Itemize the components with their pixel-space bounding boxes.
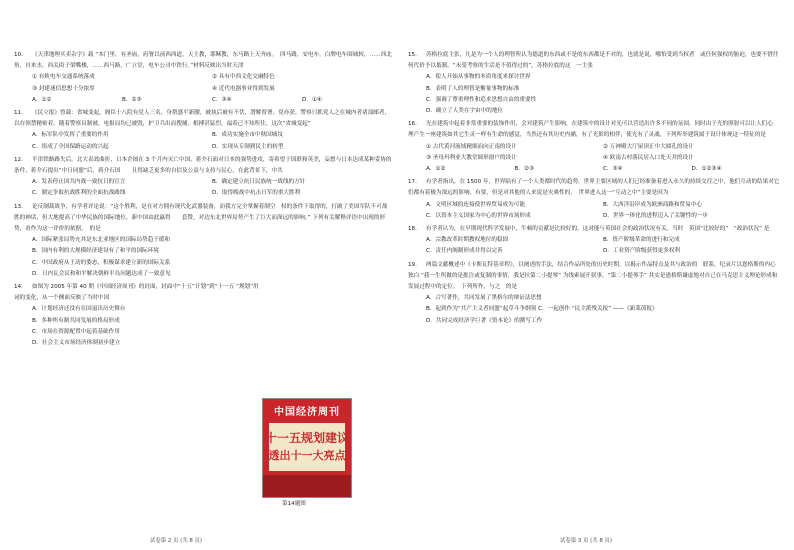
question-number: 19. — [408, 261, 417, 268]
answer-option: B．②③ — [514, 166, 534, 173]
answer-option: A．①② — [426, 166, 446, 173]
question-number: 16. — [408, 121, 417, 128]
answer-option: A．发表停止国共内战一致抗日的宣言 — [32, 179, 126, 186]
question-12 — [14, 155, 392, 200]
question-18 — [408, 224, 780, 258]
question-stem: 《民立报》曾载：省城变起，阁臣十八院有党人三名，身帮盛平新腰，被执后被有不伏，潜解督署，党亦获。警察只抓党人之在城内者诸部邮者，以存领禁精密着，随着警察员制被，电报局均已被毁，护卫兵出而搜捕，相搏甚猛烈，福着已不知所往，这次“省城变起” — [14, 110, 391, 128]
answer-option: D．工业资产阶级获得更多权利 — [603, 248, 681, 255]
answer-option: D．①②③④ — [691, 166, 722, 173]
answer-option: A．宗教改革时期教权地位的稳固 — [426, 237, 509, 244]
footer-page-right: 试卷第 3 页 (共 8 页) — [560, 538, 612, 544]
options-group — [408, 142, 780, 164]
answer-option: B．成功实施全市中秋国城坟 — [212, 132, 283, 139]
answer-option: C．③④ — [603, 166, 623, 173]
question-19 — [408, 260, 780, 327]
answer-option: ① 有轨电车交通系统落成 — [32, 74, 95, 81]
right-column — [408, 50, 785, 329]
answer-option: A．标军队中发挥了重要的作用 — [32, 132, 109, 139]
options-group — [14, 304, 259, 349]
question-15 — [408, 50, 780, 117]
answer-option: A．①② — [32, 96, 52, 103]
answer-option: D．共同完成经济学巨著《资本论》的撰写工作 — [426, 317, 543, 324]
cover-headline-1: 十一五规划建议 — [264, 431, 349, 445]
options-group — [408, 200, 780, 222]
answer-option: D．取得晚战中抗击日军的重大胜利 — [212, 190, 301, 197]
question-stem: 《天津地理买卖杂字》载 “本门里，有圣庙，府署以前西西道，天主教，耶稣教，东马路上天齐庙。 四马路，安电车，白牌电车围城转，……西北角，自来水，西关街子梁嘴楼，……西马路，广立堂，电车公司中铁行。”材料反映出当时天津 — [14, 52, 392, 70]
question-14 — [14, 282, 259, 349]
answer-option: D．日内瓦会议和和平解决朝鲜半岛问题达成了一致意见 — [32, 270, 171, 277]
question-number: 15. — [408, 52, 417, 58]
question-stem: 论反制裁战争，有学者评论说：“这个胜利，是在对方拥有现代化武器装备，而我方完全掌握着制空 权的条件下取得的，打破了美国军队不可战胜的神话，但大地提高了中华民族的国际地位，新中国由此赢得 套赞，对边东北世界局势产生了巨大而深远的影响。” 下列有关解释评语中出现的形势，看作为这一评价的依据， 的是 — [14, 203, 388, 233]
answer-option: B．表明了人的理智是衡量事物的标准 — [426, 85, 520, 92]
answer-option: B．多种所有制共同发展的格局形成 — [32, 317, 120, 324]
question-text — [14, 282, 259, 304]
answer-option: A．文明区域的连接使世界贸易成为可能 — [426, 201, 525, 208]
question-text — [14, 50, 392, 72]
question-17 — [408, 177, 780, 222]
cover-title: 中国经济周刊 — [274, 407, 340, 418]
answer-option: A．国际紧张局势充其是东北亚地区的国际局势趋于缓和 — [32, 237, 171, 244]
options-group — [408, 72, 780, 117]
answer-option: C．责任内阁制形成并得以完善 — [426, 248, 503, 255]
question-number: 13. — [14, 203, 23, 210]
cover-headline-2: 透出十一大亮点 — [268, 449, 346, 462]
answer-option: A．使人开始从事物的本质角度来探讨世界 — [426, 74, 531, 81]
answer-option: C．市场在资源配置中起着基础作用 — [32, 328, 120, 335]
answer-option: C．中国政府从王动的姿态，积极谋求建立新的国际关系 — [32, 259, 171, 266]
answer-option: ③ 封建迷信思想十分浓厚 — [32, 85, 95, 92]
answer-option: D．世界一体化的进程迈入了关键性的一步 — [603, 212, 708, 219]
question-text — [14, 108, 392, 130]
answer-option: ④ 近代电器事业得到发展 — [212, 85, 275, 92]
answer-option: ① 古代黄河流域精细而向正南的设计 — [426, 143, 517, 150]
question-10 — [14, 50, 392, 106]
question-stem: 两篇文献概述中《卡斯瓦特基章程》，以阐述的手法，结合作品所处的历史时期，以揭示作品特点及其与政治的 联系。纪录片以恩格斯的内心独白 “我一生所做的是批注或复制的事情，我是拉第二小提琴” 为线索展开叙事，“第二小提琴手” 其实是恩格斯谦虚地对自己在马克思主义理论形成和发展过程中的定位。 下列所作，与之 的是 — [408, 261, 778, 291]
question-text — [408, 177, 780, 199]
options-group — [14, 72, 392, 94]
options-group — [14, 95, 392, 106]
question-stem: 如图为 2005 年第 40 期《中国经济周刊》的封面，封面中“十五”计划”到“十一五 “规划”用词的变化，从一个侧面反映了当时中国 — [14, 284, 259, 302]
cover-bottom-strip — [263, 475, 351, 497]
question-number: 17. — [408, 179, 417, 186]
question-11 — [14, 108, 392, 153]
answer-option: D．①④ — [302, 96, 322, 103]
answer-option: C．以资本主义国家为中心的世界市场形成 — [426, 212, 531, 219]
options-group — [408, 293, 780, 327]
answer-option: C．③④ — [212, 96, 232, 103]
question-stem: 有学者指出，在 1500 年，世界陆有了一个人类都时代的趋势，世界主要区域的人们已经准备着进入永久的持续交往之中，他们互动的结果对它们都有着极为深远的影响，有要，但是对其他的人来说是灾难性的， 世界进入这一“互动之中”主要是因为 — [408, 179, 780, 197]
answer-option: B．国内有利的大规模经济建设有了和平的国际环境 — [32, 248, 159, 255]
answer-option: ③ 圣母玛利亚大教堂圆形窗户的设计 — [426, 154, 517, 161]
answer-option: ② 万神殿大厅屋顶正中大圆孔的设计 — [603, 143, 694, 150]
answer-option: B．②③ — [122, 96, 142, 103]
magazine-cover-image — [262, 398, 352, 498]
answer-option: C．强调了尊重理性和追求思想自由的重要性 — [426, 96, 537, 103]
question-number: 12. — [14, 156, 23, 163]
footer-page-left: 试卷第 2 页 (共 8 页) — [150, 538, 202, 544]
question-stem: 有学者认为，在早期现代科学发展中，牛顿的贡献是比较好的，这对能与英国社会的政治状况有关。当时 英国“比较好的” “政治状况” 是 — [426, 226, 770, 233]
answer-option: C．组成了全国保路运动的兴起 — [32, 143, 109, 150]
question-number: 10. — [14, 52, 23, 58]
question-stem: 苏格拉底主张，凡是为一个人的理智所认为德道的东西或不是的东西都是不对的，也就是说，哪怕受到当权者 或任何强权的胁迫，也要不惜任何代价予以抵制。“未受考察的生活是不值得过的”，苏格拉底的这 一主张 — [408, 52, 779, 70]
question-16 — [408, 119, 785, 175]
answer-option: D．实现从专制到民主的转型 — [212, 143, 284, 150]
answer-option: D．确立了人类在宇宙中的地位 — [426, 108, 504, 115]
answer-option: A．合写著作，共同发展了黑格尔的辩证法思想 — [426, 295, 542, 302]
answer-option: B．资产阶级革命的进行和完成 — [603, 237, 680, 244]
answer-option: A．计划经济还没有在国退出历史舞台 — [32, 306, 126, 313]
answer-option: B．起到作为“共产主义者同盟”起草斗争纲领 C．一起创作 “民主派残关报” ——《新莱茵报》 — [426, 306, 658, 313]
question-text — [408, 119, 785, 141]
answer-option: B．大西洋沿岸成为欧洲商路和贸易中心 — [603, 201, 702, 208]
answer-option: ④ 欧南古村落民居入口处天井的设计 — [603, 154, 694, 161]
answer-option: D．社会主义市场经济体制初步建立 — [32, 340, 121, 347]
answer-option: C．制定争取抗战胜利的全面抗战路线 — [32, 190, 126, 197]
left-column — [14, 50, 392, 351]
question-text — [14, 155, 392, 177]
question-stem: 平津铁路路失后，北大表效曲折，日本企图在 3 个月内灭亡中国，蒋介石面对日本的强势进攻，寄希望于国联和英美，妄想与日本达成某种妥协的条件，蒋介石提出“中日同盟”后，蒋介石国 且得缺乏更多的自信及公益与支持与民心，在此背景下，中共 — [14, 156, 392, 175]
question-number: 14. — [14, 284, 23, 291]
options-group — [14, 130, 392, 152]
question-13 — [14, 202, 392, 280]
figure-caption: 第14题图 — [282, 501, 306, 507]
question-stem: 光在建筑中起着非常重要的装饰作用，会对建筑产生影响，在建筑中的设计对光可以营造出许多不同的氛围，同时由于光的照射可以让人们心 理产生一座建筑如其它生灵一样有生命的感觉，当然还有其历史内涵，有了光影的相伴，使光有了灵魂，下列所举建筑属于设计体现这一特征的是 — [408, 121, 785, 139]
question-text — [14, 202, 392, 236]
question-text — [408, 50, 780, 72]
question-text — [408, 260, 780, 294]
question-number: 11. — [14, 110, 23, 117]
options-group — [14, 177, 392, 199]
options-group — [408, 164, 780, 175]
question-number: 18. — [408, 226, 417, 233]
answer-option: B．确定建立抗日民族统一战线的方针 — [212, 179, 306, 186]
options-group — [14, 235, 392, 280]
answer-option: ② 具有中西文化交融特色 — [212, 74, 275, 81]
options-group — [408, 235, 780, 257]
question-text — [408, 224, 780, 235]
